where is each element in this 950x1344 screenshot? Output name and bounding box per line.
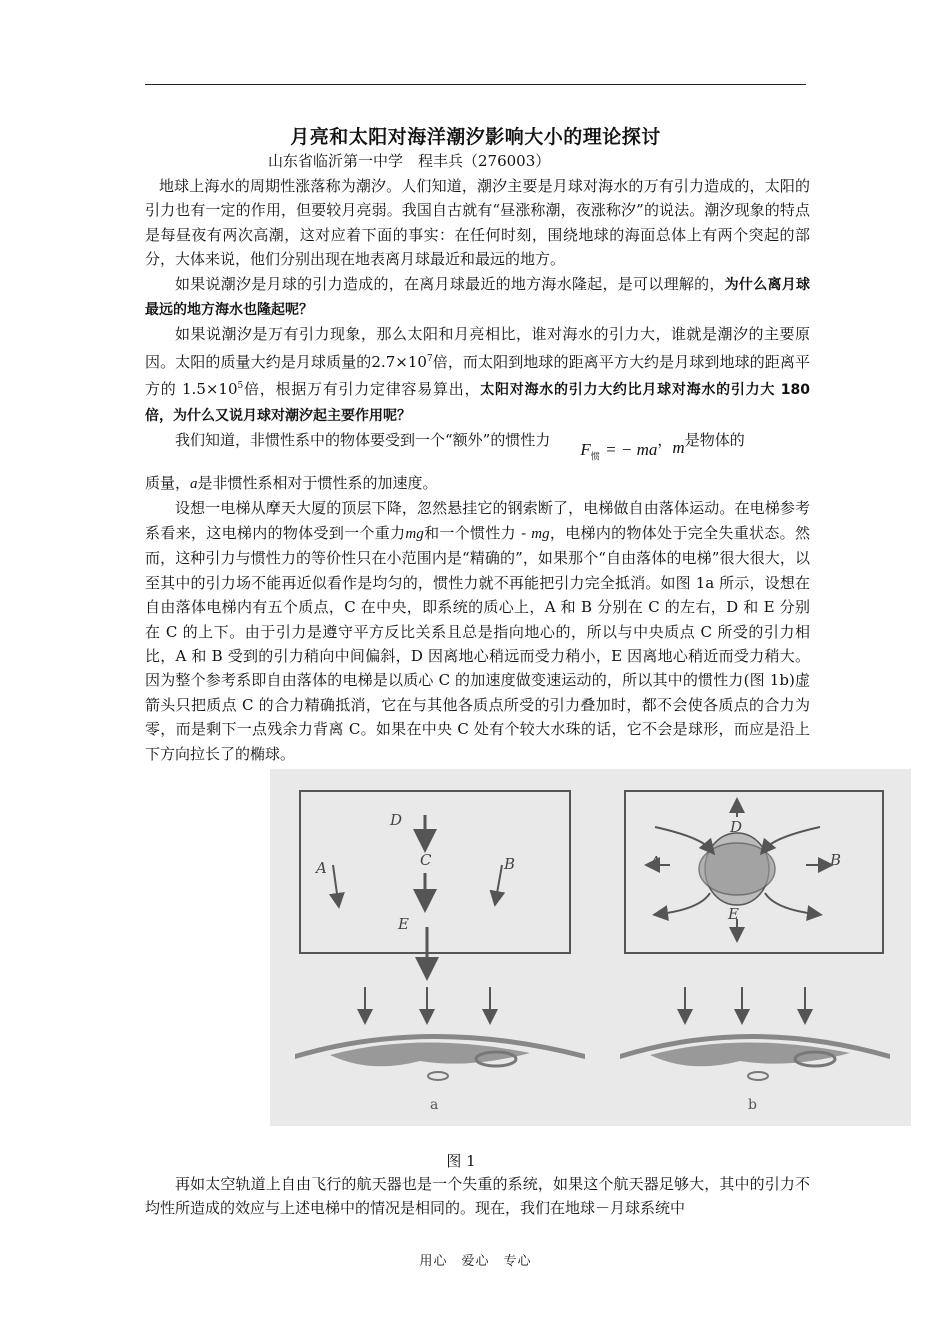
paragraph-4-text-c: 质量， [145,474,191,493]
elevator-box-a [300,791,570,953]
paragraph-6: 再如太空轨道上自由飞行的航天器也是一个失重的系统，如果这个航天器足够大，其中的引力不均性所造成的效应与上述电梯中的情况是相同的。现在，我们在地球－月球系统中 [145,1175,810,1218]
point-c-label-a: C [420,851,432,869]
formula-subscript: 惯 [590,452,600,463]
point-a-label-b: A [650,853,661,871]
paragraph-2-question: 为什么离月球最远的地方海水也隆起呢？ [145,276,810,319]
paragraph-3 [145,322,810,428]
paragraph-3-question: 太阳对海水的引力大约比月球对海水的引力大 180 倍，为什么又说月球对潮汐起主要作用呢？ [145,382,810,424]
main-text [145,174,810,766]
figure-caption: 图 1 [446,1152,476,1170]
header-rule [145,84,806,85]
paragraph-3-text-b: 倍，而太阳到地球的距离平方大约是月球到地球的距离平方的 1.5×10 [145,352,810,399]
point-b-label-b: B [830,851,842,869]
paragraph-4-text-d: 是非惯性系相对于惯性系的加速度。 [197,474,438,493]
paragraph-5-text-c: ，电梯内的物体处于完全失重状态。然而，这种引力与惯性力的等价性只在小范围内是“精确的”，如果那个“自由落体的电梯”很大很大，以至其中的引力场不能再近似看作是均匀的，惯性力就不再能把引力完全抵消。如图 1a 所示，设想在自由落体电梯内有五个质点，C 在中央，即系统的质心上，A 和 B 分别在 C 的左右，D 和 E 分别在 C 的上下。由于引力是遵守平方反比关系且总是指向地心的，所以与中央质点 C 所受的引力相比，A 和 B 受到的引力稍向中间偏斜，D 因离地心稍远而受力稍小，E 因离地心稍近而受力稍大。因为整个参考系即自由落体的电梯是以质心 C 的加速度做变速运动的，所以其中的惯性力(图 1b)虚箭头只把质点 C 的合力精确抵消，它在与其他各质点所受的引力叠加时，都不会使各质点的合力为零，而是剩下一点残余力背离 C。如果在中央 C 处有个较大水珠的话，它不会是球形，而应是沿上下方向拉长了的椭球。 [145,523,810,763]
mass-symbol: m [672,438,685,458]
paragraph-3-text-c: 倍，根据万有引力定律容易算出， [243,380,481,399]
exponent-2: 5 [237,381,244,392]
formula-f: F [580,440,591,460]
formula-rest: = − ma [605,440,658,460]
point-a-label-a: A [316,859,327,877]
paragraph-4-line-1 [145,428,810,471]
exponent-1: 7 [426,353,433,364]
point-e-label-b: E [728,905,739,923]
figure-label-b: b [748,1097,757,1113]
mg-symbol-2: mg [531,525,550,542]
point-d-label-b: D [730,818,743,836]
figure-1-image [270,769,911,1126]
formula-comma: ， [657,431,673,450]
continued-text [145,1172,810,1221]
figure-1-diagram [270,769,911,1126]
point-d-label-a: D [390,811,403,829]
paragraph-4-text-a: 我们知道，非惯性系中的物体要受到一个“额外”的惯性力 [175,431,551,450]
mg-symbol-1: mg [405,525,424,542]
paragraph-1: 地球上海水的周期性涨落称为潮汐。人们知道，潮汐主要是月球对海水的万有引力造成的，太阳的引力也有一定的作用，但要较月亮弱。我国自古就有“昼涨称潮，夜涨称汐”的说法。潮汐现象的特点是每昼夜有两次高潮，这对应着下面的事实：在任何时刻，围绕地球的海面总体上有两个突起的部分，大体来说，他们分别出现在地表离月球最近和最远的地方。 [145,177,810,269]
acceleration-symbol: a [190,476,198,493]
paragraph-3-text-a: 如果说潮汐是万有引力现象，那么太阳和月亮相比，谁对海水的引力大，谁就是潮汐的主要原因。太阳的质量大约是月球质量的2.7×10 [145,325,810,371]
paragraph-4-text-b: 是物体的 [684,431,745,450]
inertial-force-formula [550,438,657,470]
document-title: 月亮和太阳对海洋潮汐影响大小的理论探讨 [290,126,661,148]
figure-label-a: a [430,1097,439,1113]
paragraph-2-text: 如果说潮汐是月球的引力造成的，在离月球最近的地方海水隆起，是可以理解的， [175,274,725,293]
paragraph-5-text-b: 和一个惯性力 - [423,523,532,542]
point-b-label-a: B [504,855,516,873]
paragraph-2 [145,272,810,323]
paragraph-5-text-a: 设想一电梯从摩天大厦的顶层下降，忽然悬挂它的钢索断了，电梯做自由落体运动。在电梯参考系看来，这电梯内的物体受到一个重力 [145,499,810,542]
author-line: 山东省临沂第一中学 程丰兵（276003） [268,152,551,170]
paragraph-5 [145,496,810,765]
paragraph-4-line-2 [145,471,810,496]
page-footer: 用心 爱心 专心 [419,1254,532,1269]
point-e-label-a: E [398,915,409,933]
